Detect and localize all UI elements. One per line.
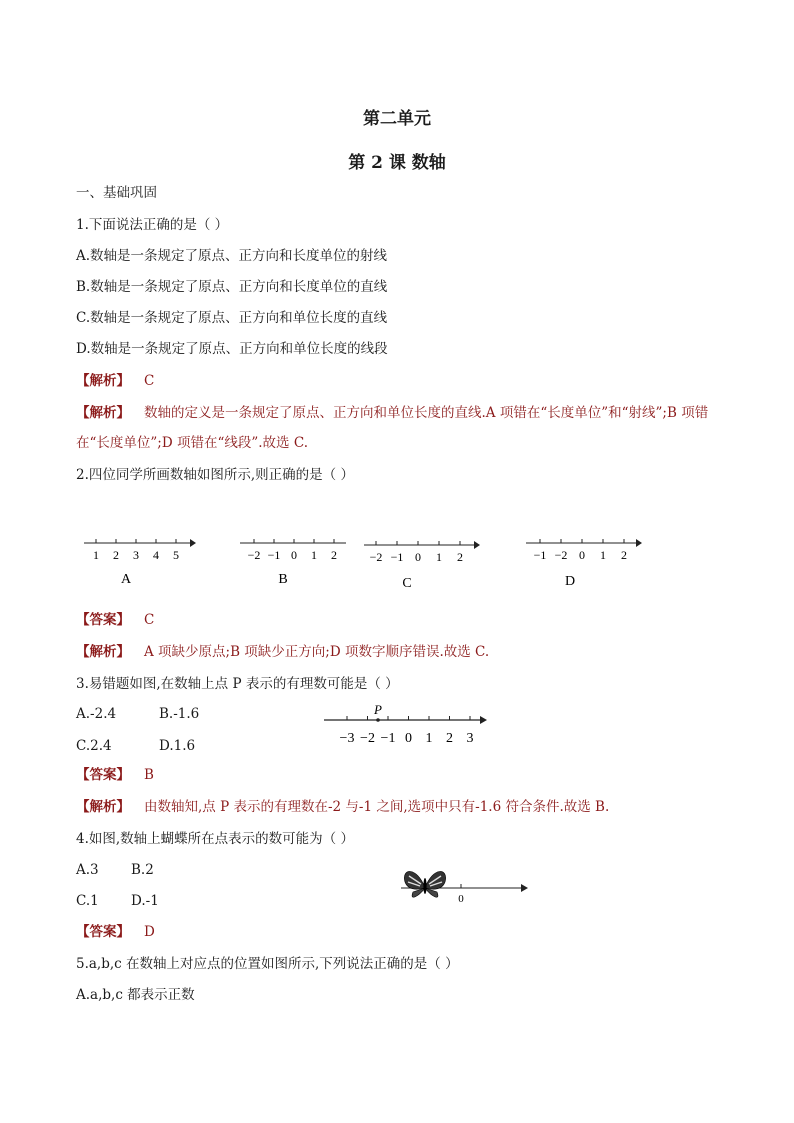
q3-option-c: C.2.4 <box>76 738 112 754</box>
tick-label: 5 <box>173 548 179 562</box>
tick-label: −2 <box>369 550 383 564</box>
q3-answer-row <box>76 766 154 784</box>
tick-label: −2 <box>360 731 375 746</box>
q1-analysis-line1: 数轴的定义是一条规定了原点、正方向和单位长度的直线.A 项错在“长度单位”和“射线”;B 项错 <box>144 405 709 421</box>
arrow-head <box>474 541 480 549</box>
q3-analysis: 由数轴知,点 P 表示的有理数在-2 与-1 之间,选项中只有-1.6 符合条件.故选 B. <box>144 799 610 815</box>
arrow-head <box>521 884 528 892</box>
q3-analysis-row <box>76 798 609 816</box>
tick-label: 1 <box>425 731 433 746</box>
q2-answer-row <box>76 611 154 629</box>
q5-stem: 5.a,b,c 在数轴上对应点的位置如图所示,下列说法正确的是（ ） <box>76 956 459 972</box>
q2-analysis-tag: 【解析】 <box>76 644 130 660</box>
q5-option-a: A.a,b,c 都表示正数 <box>76 987 195 1003</box>
q4-butterfly-figure <box>395 862 535 912</box>
q2-figure-b-label: B <box>278 572 288 587</box>
q1-option-b: B.数轴是一条规定了原点、正方向和长度单位的直线 <box>76 279 388 295</box>
q1-analysis-row <box>76 404 708 422</box>
q2-figure-d <box>526 539 642 589</box>
tick-label: 1 <box>93 548 99 562</box>
tick-label: −1 <box>533 548 547 562</box>
q4-option-c: C.1 <box>76 893 99 909</box>
q4-option-d: D.-1 <box>131 893 159 909</box>
tick-label: 3 <box>133 548 139 562</box>
tick-label: −3 <box>339 731 355 746</box>
q2-figure-c-label: C <box>402 576 412 591</box>
tick-label: −2 <box>554 548 568 562</box>
q2-figure-b <box>240 539 346 587</box>
q1-analysis-tag: 【解析】 <box>76 405 130 421</box>
q4-option-a: A.3 <box>76 862 99 878</box>
q2-figure-a-label: A <box>120 572 132 587</box>
tick-label: −2 <box>247 548 261 562</box>
q3-analysis-tag: 【解析】 <box>76 799 130 815</box>
tick-label: 0 <box>291 548 297 562</box>
tick-label: 2 <box>446 731 453 746</box>
q2-figure-c <box>364 541 480 591</box>
arrow-head <box>190 539 196 547</box>
q1-option-a: A.数轴是一条规定了原点、正方向和长度单位的射线 <box>76 248 388 264</box>
lesson-title: 第 2 课 数轴 <box>348 153 446 173</box>
q3-option-a: A.-2.4 <box>76 706 117 722</box>
tick-label: 1 <box>311 548 317 562</box>
q4-option-b: B.2 <box>131 862 154 878</box>
tick-label: 2 <box>331 548 337 562</box>
q2-stem: 2.四位同学所画数轴如图所示,则正确的是（ ） <box>76 467 354 483</box>
tick-label: 2 <box>457 550 463 564</box>
q2-analysis-row <box>76 643 489 661</box>
q4-stem: 4.如图,数轴上蝴蝶所在点表示的数可能为（ ） <box>76 831 354 847</box>
q4-answer-row <box>76 923 155 941</box>
tick-label: 1 <box>600 548 606 562</box>
q1-option-d: D.数轴是一条规定了原点、正方向和单位长度的线段 <box>76 341 388 357</box>
q3-option-d: D.1.6 <box>159 738 196 754</box>
tick-label: 0 <box>579 548 585 562</box>
q4-answer: D <box>144 924 155 940</box>
tick-label: 2 <box>621 548 627 562</box>
point-p <box>376 718 380 722</box>
q2-analysis: A 项缺少原点;B 项缺少正方向;D 项数字顺序错误.故选 C. <box>144 644 490 660</box>
q2-answer: C <box>144 612 155 628</box>
q1-option-c: C.数轴是一条规定了原点、正方向和单位长度的直线 <box>76 310 388 326</box>
q1-answer-tag: 【解析】 <box>76 373 130 389</box>
section-title: 一、基础巩固 <box>76 185 157 201</box>
q3-answer: B <box>144 767 154 783</box>
tick-label: 0 <box>415 550 421 564</box>
arrow-head <box>480 716 487 724</box>
q1-answer-row <box>76 372 154 390</box>
q3-option-b: B.-1.6 <box>159 706 200 722</box>
butterfly-icon <box>404 871 445 897</box>
q2-figures <box>0 525 794 595</box>
q2-figure-a <box>84 539 196 587</box>
tick-label: 3 <box>466 731 474 746</box>
point-p-label: P <box>374 702 382 717</box>
q1-answer: C <box>144 373 155 389</box>
tick-label: 1 <box>436 550 442 564</box>
tick-label: 2 <box>113 548 119 562</box>
arrow-head <box>636 539 642 547</box>
q4-answer-tag: 【答案】 <box>76 924 130 940</box>
tick-label: 4 <box>153 548 159 562</box>
q3-number-line-figure <box>310 698 500 750</box>
tick-label: −1 <box>390 550 404 564</box>
tick-label: −1 <box>380 731 396 746</box>
tick-label: −1 <box>267 548 281 562</box>
q3-answer-tag: 【答案】 <box>76 767 130 783</box>
unit-title: 第二单元 <box>363 109 431 129</box>
origin-label: 0 <box>458 893 464 905</box>
q1-stem: 1.下面说法正确的是（ ） <box>76 217 229 233</box>
q3-stem: 3.易错题如图,在数轴上点 P 表示的有理数可能是（ ） <box>76 676 399 692</box>
q1-analysis-line2: 在“长度单位”;D 项错在“线段”.故选 C. <box>76 435 308 451</box>
q2-figure-d-label: D <box>564 574 576 589</box>
tick-label: 0 <box>405 731 412 746</box>
q2-answer-tag: 【答案】 <box>76 612 130 628</box>
